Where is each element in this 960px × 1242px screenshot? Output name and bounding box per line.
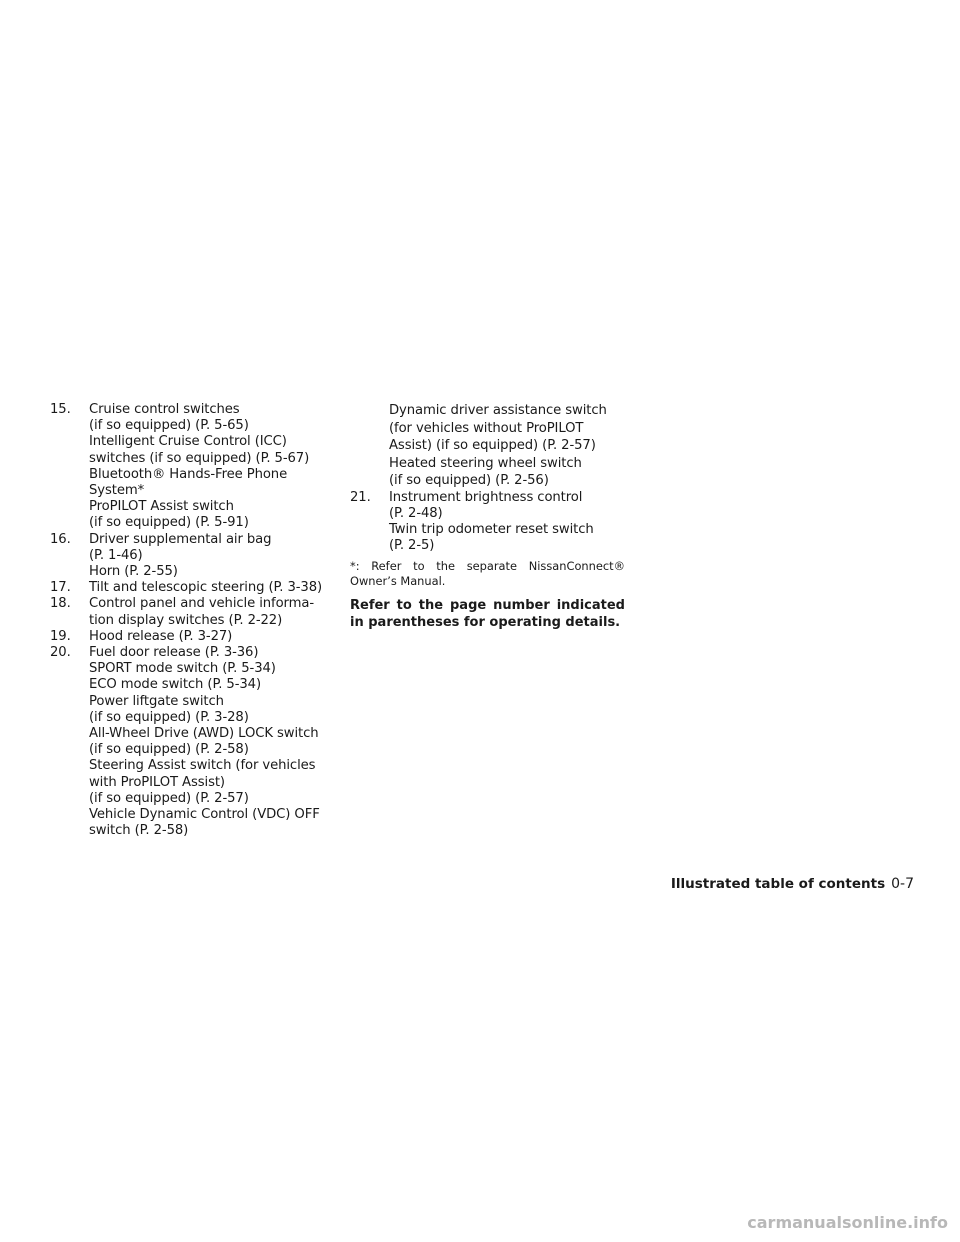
list-item xyxy=(50,402,342,532)
page-number: 0-7 xyxy=(891,876,914,892)
item-line: with ProPILOT Assist) xyxy=(89,774,225,790)
item-number: 21. xyxy=(350,489,371,505)
reference-note: Refer to the page number indicated in parentheses for operating details. xyxy=(350,598,625,630)
item-line: Assist) (if so equipped) (P. 2-57) xyxy=(389,438,596,453)
item-line: Instrument brightness control xyxy=(389,489,583,505)
item-line: (P. 2-5) xyxy=(389,538,435,554)
right-column xyxy=(350,402,625,631)
list-item xyxy=(50,629,342,645)
item-line: (if so equipped) (P. 5-65) xyxy=(89,418,249,434)
item-line: (if so equipped) (P. 3-28) xyxy=(89,709,249,725)
item-line: Power liftgate switch xyxy=(89,693,224,709)
item-line: Tilt and telescopic steering (P. 3-38) xyxy=(89,580,323,596)
item-number: 19. xyxy=(50,628,71,644)
list-item xyxy=(350,490,625,555)
item-number: 15. xyxy=(50,402,71,417)
item-line: Driver supplemental air bag xyxy=(89,531,272,547)
watermark: carmanualsonline.info xyxy=(747,1213,948,1232)
item-line: tion display switches (P. 2-22) xyxy=(89,612,283,628)
left-column xyxy=(50,402,342,839)
item-line: Hood release (P. 3-27) xyxy=(89,628,233,644)
item-line: (P. 1-46) xyxy=(89,547,143,563)
item-line: System* xyxy=(89,483,145,499)
item-line: (if so equipped) (P. 5-91) xyxy=(89,515,249,531)
item-line: Vehicle Dynamic Control (VDC) OFF xyxy=(89,807,320,823)
continued-entry-20 xyxy=(350,402,625,490)
section-title: Illustrated table of contents xyxy=(670,876,886,892)
item-line: Fuel door release (P. 3-36) xyxy=(89,645,259,661)
item-line: ProPILOT Assist switch xyxy=(89,499,234,515)
item-line: SPORT mode switch (P. 5-34) xyxy=(89,661,276,677)
item-line: Intelligent Cruise Control (ICC) xyxy=(89,434,287,450)
right-entries xyxy=(350,490,625,555)
item-number: 20. xyxy=(50,645,71,661)
item-line: Heated steering wheel switch xyxy=(389,455,582,471)
item-line: Cruise control switches xyxy=(89,402,240,417)
item-line: (if so equipped) (P. 2-56) xyxy=(389,473,549,488)
list-item xyxy=(50,532,342,581)
item-number: 16. xyxy=(50,531,71,547)
item-line: (P. 2-48) xyxy=(389,505,443,521)
item-line: Dynamic driver assistance switch xyxy=(389,403,607,418)
page-footer xyxy=(671,876,914,892)
footnote: *: Refer to the separate NissanConnect® Owner’s Manual. xyxy=(350,559,625,588)
item-line: All-Wheel Drive (AWD) LOCK switch xyxy=(89,726,319,742)
item-line: (if so equipped) (P. 2-58) xyxy=(89,742,249,758)
item-line: switch (P. 2-58) xyxy=(89,823,189,839)
item-number: 17. xyxy=(50,580,71,596)
list-item xyxy=(50,580,342,596)
item-line: (if so equipped) (P. 2-57) xyxy=(89,790,249,806)
item-line: Control panel and vehicle informa- xyxy=(89,596,315,612)
item-line: ECO mode switch (P. 5-34) xyxy=(89,677,261,693)
item-line: (for vehicles without ProPILOT xyxy=(389,420,584,436)
item-line: Bluetooth® Hands-Free Phone xyxy=(89,466,288,482)
list-item xyxy=(50,645,342,839)
item-line: Horn (P. 2-55) xyxy=(89,564,178,580)
item-line: Twin trip odometer reset switch xyxy=(389,521,594,537)
list-item xyxy=(50,596,342,628)
item-line: switches (if so equipped) (P. 5-67) xyxy=(89,450,310,466)
item-line: Steering Assist switch (for vehicles xyxy=(89,758,316,774)
item-number: 18. xyxy=(50,596,71,612)
